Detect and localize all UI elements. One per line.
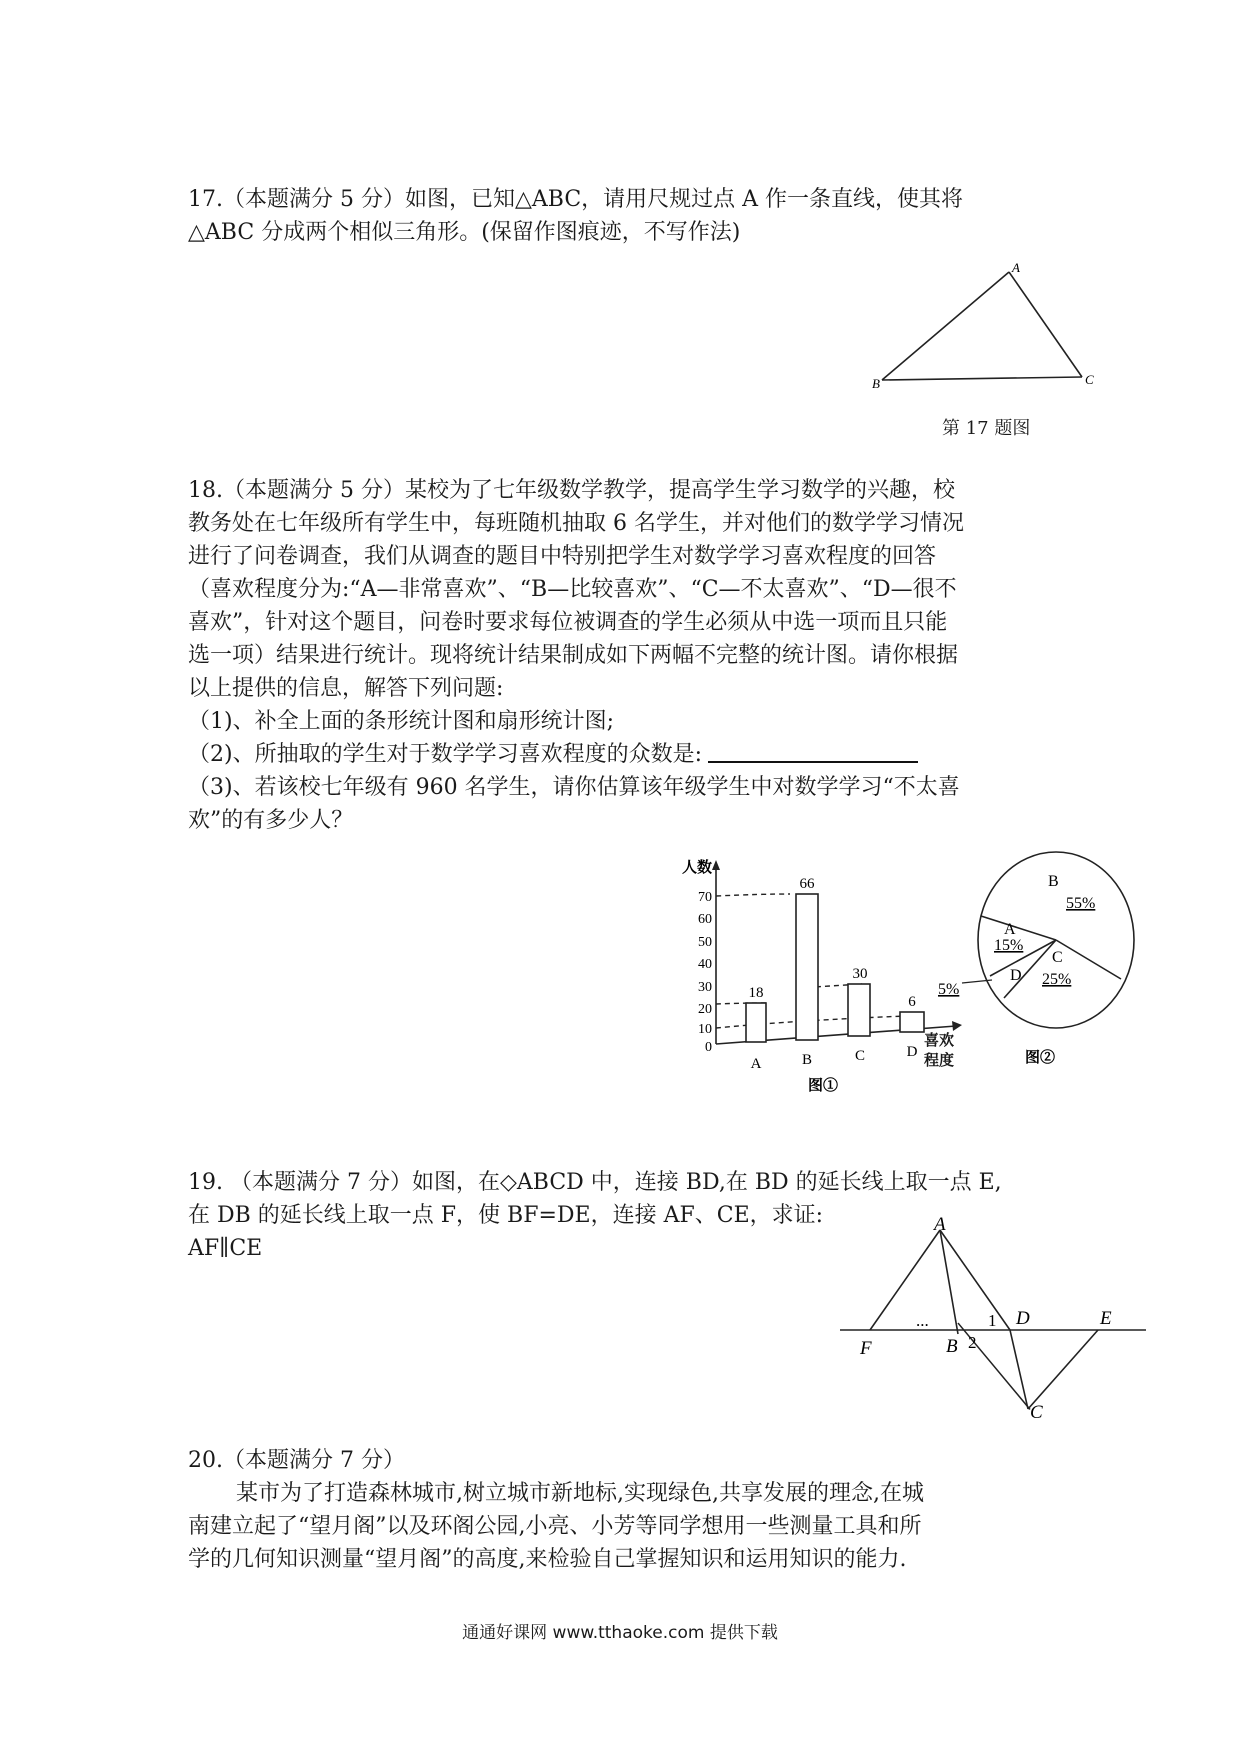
q18-line: 以上提供的信息，解答下列问题: bbox=[188, 676, 504, 701]
slice-label-a: A bbox=[1004, 921, 1016, 938]
x-axis-label: 喜欢程度 bbox=[924, 1031, 955, 1069]
bar-c bbox=[848, 984, 870, 1036]
q18-subquestion: 欢”的有多少人？ bbox=[188, 808, 354, 833]
segment-ce bbox=[1028, 1330, 1098, 1409]
q18-subquestion: （2)、所抽取的学生对于数学学习喜欢程度的众数是: bbox=[188, 742, 702, 767]
category-label: A bbox=[750, 1056, 762, 1072]
y-axis-arrow bbox=[712, 860, 720, 870]
q20-text bbox=[188, 1444, 1060, 1576]
q18-subquestion: （3)、若该校七年级有 960 名学生，请你估算该年级学生中对数学学习“不太喜 bbox=[188, 775, 960, 800]
q20-line: 南建立起了“望月阁”以及环阁公园,小亮、小芳等同学想用一些测量工具和所 bbox=[188, 1514, 922, 1539]
q18-text bbox=[188, 474, 1060, 837]
bar-chart-caption: 图① bbox=[807, 1078, 839, 1094]
bar-d bbox=[900, 1012, 924, 1032]
y-tick: 10 bbox=[698, 1022, 712, 1037]
q19-parallelogram-figure bbox=[840, 1214, 1160, 1423]
q19-line: 在 DB 的延长线上取一点 F，使 BF=DE，连接 AF、CE，求证: bbox=[188, 1203, 824, 1228]
category-label: D bbox=[906, 1044, 918, 1060]
vertex-label-b: B bbox=[872, 376, 880, 391]
q18-line: 教务处在七年级所有学生中，每班随机抽取 6 名学生，并对他们的数学学习情况 bbox=[188, 511, 964, 536]
bar-value-label: 66 bbox=[799, 876, 815, 892]
bar-a bbox=[746, 1003, 766, 1042]
slice-label-d: D bbox=[1010, 967, 1022, 984]
y-tick: 40 bbox=[698, 957, 712, 972]
q18-subquestion: （1)、补全上面的条形统计图和扇形统计图; bbox=[188, 709, 614, 734]
y-axis-label: 人数 bbox=[682, 860, 713, 876]
vertex-label-a: A bbox=[1012, 260, 1020, 275]
q17-triangle-figure bbox=[870, 262, 1110, 396]
q17-caption: 第 17 题图 bbox=[942, 418, 1031, 439]
y-tick: 60 bbox=[698, 912, 712, 927]
vertex-label-c: C bbox=[1085, 372, 1094, 387]
bar-value-label: 18 bbox=[748, 985, 764, 1001]
bar-value-label: 30 bbox=[852, 966, 868, 982]
slice-percent-b: 55% bbox=[1066, 895, 1096, 912]
triangle-side-bc bbox=[882, 377, 1082, 380]
q18-line: 选一项）结果进行统计。现将统计结果制成如下两幅不完整的统计图。请你根据 bbox=[188, 643, 959, 668]
q18-line: （喜欢程度分为:“A—非常喜欢”、“B—比较喜欢”、“C—不太喜欢”、“D—很不 bbox=[188, 577, 957, 602]
segment-af bbox=[870, 1230, 940, 1330]
vertex-label-e: E bbox=[1100, 1308, 1112, 1329]
q18-line: 喜欢”，针对这个题目，问卷时要求每位被调查的学生必须从中选一项而且只能 bbox=[188, 610, 948, 635]
q20-line: 某市为了打造森林城市,树立城市新地标,实现绿色,共享发展的理念,在城 bbox=[236, 1481, 924, 1506]
q20-heading: 20.（本题满分 7 分） bbox=[188, 1448, 405, 1473]
slice-label-b: B bbox=[1048, 873, 1059, 890]
q20-line: 学的几何知识测量“望月阁”的高度,来检验自己掌握知识和运用知识的能力. bbox=[188, 1547, 907, 1572]
vertex-label-a: A bbox=[934, 1214, 946, 1235]
dashed-guide bbox=[716, 894, 790, 896]
vertex-label-d: D bbox=[1016, 1308, 1030, 1329]
q18-subquestion-with-blank bbox=[188, 738, 1060, 771]
slice-label-c: C bbox=[1052, 949, 1063, 966]
segment-ad bbox=[940, 1230, 1010, 1330]
angle-label-2: 2 bbox=[968, 1333, 977, 1352]
q17-line: △ABC 分成两个相似三角形。(保留作图痕迹，不写作法) bbox=[188, 220, 741, 245]
q18-line: 进行了问卷调查，我们从调查的题目中特别把学生对数学学习喜欢程度的回答 bbox=[188, 544, 937, 569]
bar-b bbox=[796, 894, 818, 1040]
segment-ab bbox=[940, 1230, 958, 1334]
slice-percent-c: 25% bbox=[1042, 971, 1072, 988]
category-label: C bbox=[854, 1048, 866, 1064]
y-tick: 20 bbox=[698, 1002, 712, 1017]
q19-line: AF∥CE bbox=[188, 1236, 263, 1261]
vertex-label-c: C bbox=[1030, 1402, 1043, 1423]
page-footer: 通通好课网 www.tthaoke.com 提供下载 bbox=[462, 1623, 778, 1643]
y-tick: 70 bbox=[698, 890, 712, 905]
vertex-label-f: F bbox=[860, 1338, 872, 1359]
y-tick: 0 bbox=[705, 1040, 712, 1055]
y-tick: 50 bbox=[698, 935, 712, 950]
slice-percent-a: 15% bbox=[994, 937, 1024, 954]
y-tick: 30 bbox=[698, 980, 712, 995]
bar-value-label: 6 bbox=[908, 994, 916, 1010]
q19-line: 19. （本题满分 7 分）如图，在◇ABCD 中，连接 BD,在 BD 的延长线上取一点 E, bbox=[188, 1170, 1002, 1195]
vertex-label-b: B bbox=[946, 1336, 958, 1357]
category-label: B bbox=[801, 1052, 813, 1068]
q17-text bbox=[188, 183, 1060, 249]
ellipsis-mark: ... bbox=[916, 1311, 929, 1330]
bar-chart bbox=[680, 858, 990, 1102]
q18-line: 18.（本题满分 5 分）某校为了七年级数学教学，提高学生学习数学的兴趣，校 bbox=[188, 478, 955, 503]
angle-label-1: 1 bbox=[988, 1311, 997, 1330]
q17-line: 17.（本题满分 5 分）如图，已知△ABC，请用尺规过点 A 作一条直线，使其将 bbox=[188, 187, 964, 212]
triangle-side-ab bbox=[882, 272, 1009, 380]
slice-percent-d: 5% bbox=[938, 981, 960, 998]
pie-chart-caption: 图② bbox=[1024, 1050, 1056, 1066]
answer-blank bbox=[708, 761, 918, 763]
triangle-side-ac bbox=[1009, 272, 1082, 377]
